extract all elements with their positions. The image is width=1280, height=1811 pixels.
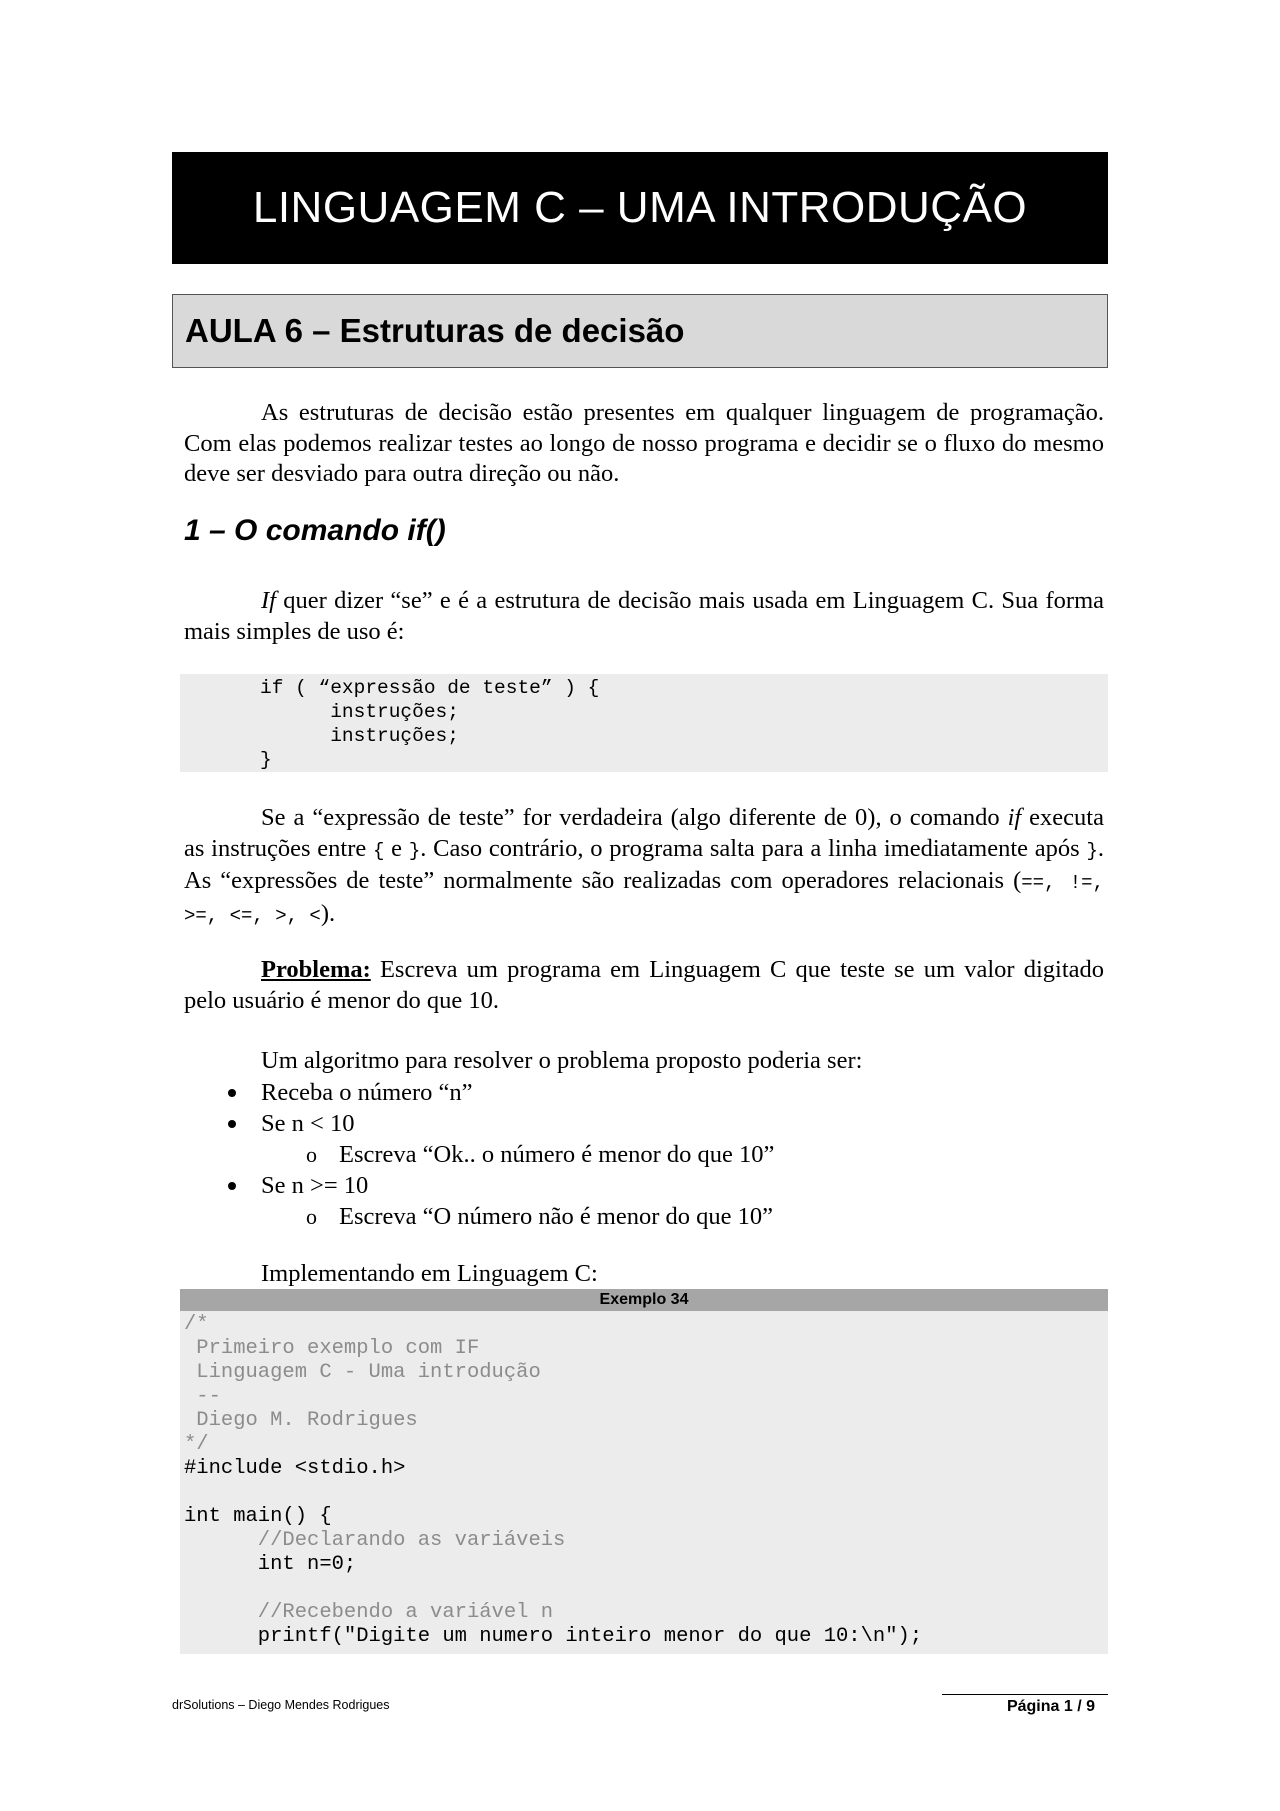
algorithm-intro: Um algoritmo para resolver o problema proposto poderia ser:	[261, 1047, 863, 1074]
inline-code: }	[1086, 839, 1098, 862]
syntax-line: }	[260, 749, 272, 771]
code-line: //Declarando as variáveis	[184, 1529, 566, 1552]
example-label-bar	[180, 1289, 1108, 1311]
code-line: --	[184, 1385, 221, 1408]
explanation-text: . As “expressões de teste” normalmente são realizadas com operadores relacionais (	[184, 834, 1105, 894]
list-item-text: Se n < 10	[261, 1110, 355, 1137]
list-item-text: Escreva “O número não é menor do que 10”	[339, 1203, 774, 1230]
explanation-text: ).	[320, 899, 336, 927]
if-keyword-emphasis: If	[261, 587, 276, 614]
implementation-intro: Implementando em Linguagem C:	[261, 1260, 598, 1287]
problem-text: Escreva um programa em Linguagem C que teste se um valor digitado pelo usuário é menor do que 10.	[184, 956, 1104, 1014]
explanation-text: e	[384, 834, 409, 862]
bullet-icon	[228, 1182, 236, 1190]
bullet-icon	[228, 1089, 236, 1097]
list-item-text: Receba o número “n”	[261, 1079, 473, 1106]
list-item	[184, 1108, 1104, 1139]
list-item	[184, 1139, 1104, 1170]
explanation-text: Se a “expressão de teste” for verdadeira (algo diferente de 0), o comando	[261, 804, 1008, 831]
explanation-text: . Caso contrário, o programa salta para a linha imediatamente após	[420, 834, 1087, 862]
lesson-title: AULA 6 – Estruturas de decisão	[185, 312, 685, 349]
inline-code: {	[373, 839, 385, 862]
section-heading: 1 – O comando if()	[184, 514, 446, 547]
code-line: //Recebendo a variável n	[184, 1601, 554, 1624]
list-item-text: Se n >= 10	[261, 1172, 369, 1199]
page-number: Página 1 / 9	[1006, 1698, 1095, 1715]
if-keyword-emphasis: if	[1007, 804, 1022, 831]
footer-divider	[942, 1694, 1108, 1695]
footer-author: drSolutions – Diego Mendes Rodrigues	[172, 1698, 390, 1712]
code-line: int n=0;	[184, 1553, 357, 1576]
if-description-text: quer dizer “se” e é a estrutura de decisão mais usada em Linguagem C. Sua forma mais simples de uso é:	[184, 587, 1104, 645]
code-line: Primeiro exemplo com IF	[184, 1337, 480, 1360]
problem-paragraph	[184, 955, 1104, 1016]
algorithm-list	[184, 1077, 1104, 1232]
explanation-text: executa as instruções entre	[184, 804, 1104, 862]
code-line: int main() {	[184, 1505, 332, 1528]
if-explanation-paragraph	[184, 803, 1104, 931]
bullet-icon	[228, 1120, 236, 1128]
code-line: printf("Digite um numero inteiro menor do que 10:\n");	[184, 1625, 923, 1648]
code-line: */	[184, 1433, 209, 1456]
list-item-text: Escreva “Ok.. o número é menor do que 10”	[339, 1141, 775, 1168]
syntax-line: if ( “expressão de teste” ) {	[260, 677, 600, 699]
sub-bullet-icon: o	[306, 1142, 317, 1167]
document-title: LINGUAGEM C – UMA INTRODUÇÃO	[252, 183, 1028, 232]
problem-label: Problema:	[261, 956, 371, 983]
code-line: /*	[184, 1313, 209, 1336]
code-line: Linguagem C - Uma introdução	[184, 1361, 541, 1384]
syntax-line: instruções;	[260, 725, 459, 747]
intro-paragraph: As estruturas de decisão estão presentes em qualquer linguagem de programação. Com elas podemos realizar testes ao longo de nosso programa e decidir se o fluxo do mesmo deve ser desviado para outra direção ou não.	[184, 399, 1104, 487]
code-line: #include <stdio.h>	[184, 1457, 406, 1480]
code-line: Diego M. Rodrigues	[184, 1409, 418, 1432]
sub-bullet-icon: o	[306, 1204, 317, 1229]
syntax-line: instruções;	[260, 701, 459, 723]
lesson-title-box	[172, 294, 1108, 368]
document-title-bar	[172, 152, 1108, 264]
inline-code-operators: ==, !=, >=, <=, >, <	[184, 872, 1104, 927]
syntax-code-block	[180, 674, 1108, 772]
example-label: Exemplo 34	[599, 1291, 689, 1308]
list-item	[184, 1201, 1104, 1232]
list-item	[184, 1170, 1104, 1201]
inline-code: }	[408, 839, 421, 862]
list-item	[184, 1077, 1104, 1108]
if-description-paragraph	[184, 586, 1104, 647]
